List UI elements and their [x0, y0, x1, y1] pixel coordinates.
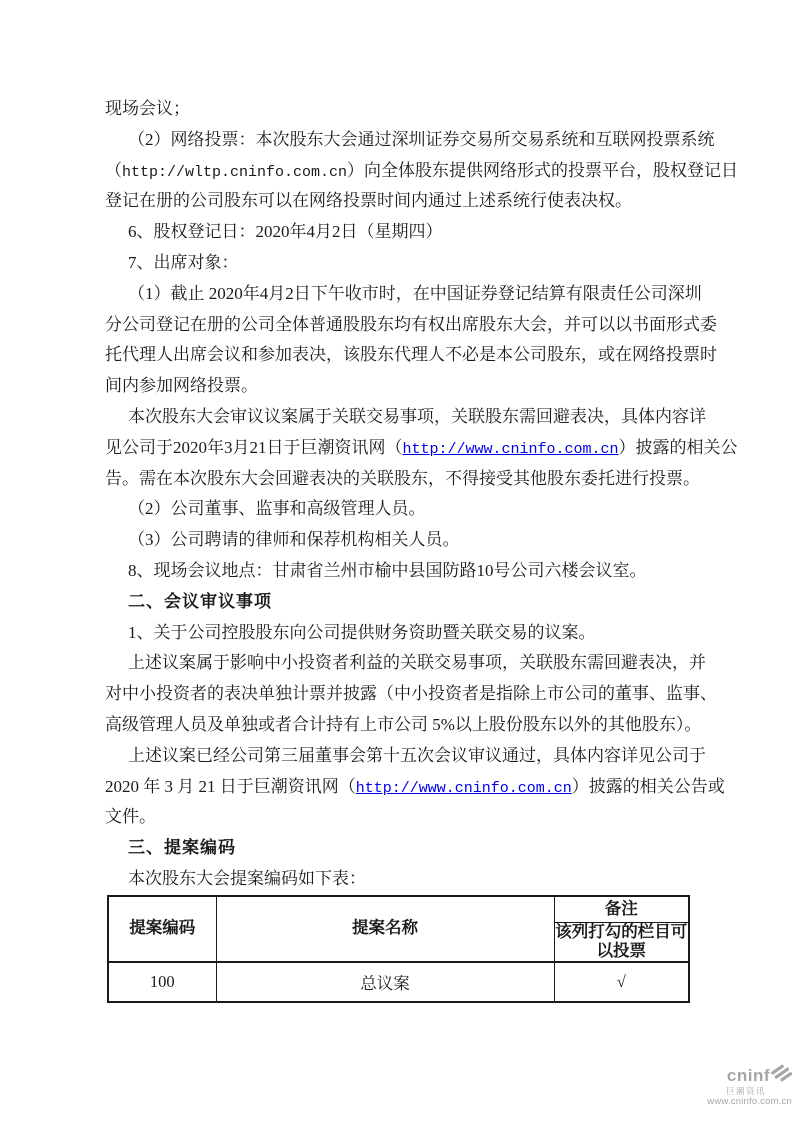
- cninfo-brand-text: cninf: [726, 1066, 770, 1085]
- line-text: 托代理人出席会议和参加表决，该股东代理人不必是本公司股东，或在网络投票时: [105, 345, 717, 365]
- cninfo-site-url: www.cninfo.com.cn: [707, 1096, 792, 1107]
- document-line: [105, 494, 711, 525]
- document-line: [105, 618, 711, 649]
- line-text: 高级管理人员及单独或者合计持有上市公司 5%以上股份股东以外的其他股东）。: [105, 714, 702, 734]
- document-line: [105, 464, 711, 495]
- line-text: 分公司登记在册的公司全体普通股股东均有权出席股东大会，并可以以书面形式委: [105, 314, 717, 334]
- section-heading: [105, 833, 711, 864]
- line-text: 对中小投资者的表决单独计票并披露（中小投资者是指除上市公司的董事、监事、: [105, 684, 717, 704]
- cninfo-brand-chinese: 巨潮资讯: [725, 1086, 766, 1096]
- document-line: [105, 741, 711, 772]
- line-text: 二、会议审议事项: [128, 591, 272, 611]
- table-header-proposal-code: 提案编码: [108, 896, 216, 962]
- document-line: [105, 433, 738, 464]
- line-text: （3）公司聘请的律师和保荐机构相关人员。: [128, 530, 460, 550]
- line-text: 2020 年 3 月 21 日于巨潮资讯网（: [105, 776, 356, 796]
- line-text: ）披露的相关公: [618, 437, 738, 457]
- line-text: （1）截止 2020年4月2日下午收市时，在中国证券登记结算有限责任公司深圳: [128, 283, 702, 303]
- document-line: [105, 310, 717, 341]
- document-line: [105, 279, 711, 310]
- line-text: 三、提案编码: [128, 838, 236, 858]
- document-line: [105, 710, 711, 741]
- line-text: 登记在册的公司股东可以在网络投票时间内通过上述系统行使表决权。: [105, 191, 632, 211]
- url-text: http://wltp.cninfo.com.cn: [122, 163, 348, 181]
- document-line: [105, 156, 739, 187]
- table-header-note: 备注: [554, 896, 689, 922]
- document-line: [105, 248, 711, 279]
- line-text: 8、现场会议地点：甘肃省兰州市榆中县国防路10号公司六楼会议室。: [128, 560, 647, 580]
- line-text: （2）网络投票：本次股东大会通过深圳证券交易所交易系统和互联网投票系统: [128, 129, 715, 149]
- document-line: [105, 864, 711, 895]
- line-text: （: [105, 160, 122, 180]
- table-cell-proposal-code: 100: [108, 962, 216, 1002]
- line-text: （2）公司董事、监事和高级管理人员。: [128, 499, 426, 519]
- table-header-proposal-name: 提案名称: [216, 896, 554, 962]
- line-text: 见公司于2020年3月21日于巨潮资讯网（: [105, 437, 403, 457]
- document-line: [105, 186, 711, 217]
- line-text: 间内参加网络投票。: [105, 376, 258, 396]
- line-text: ）披露的相关公告或: [571, 776, 725, 796]
- line-text: 文件。: [105, 807, 156, 827]
- table-row: [108, 962, 689, 1002]
- document-line: [105, 802, 711, 833]
- cninfo-link[interactable]: http://www.cninfo.com.cn: [355, 779, 572, 797]
- document-line: [105, 525, 711, 556]
- document-line: [105, 556, 711, 587]
- line-text: 上述议案已经公司第三届董事会第十五次会议审议通过，具体内容详见公司于: [128, 745, 706, 765]
- cninfo-brand-row: [700, 1066, 792, 1086]
- line-text: ）向全体股东提供网络形式的投票平台，股权登记日: [347, 160, 739, 180]
- document-line: [105, 402, 711, 433]
- document-line: [105, 340, 717, 371]
- document-line: [105, 217, 711, 248]
- document-line: [105, 371, 711, 402]
- table-cell-proposal-name: 总议案: [216, 962, 554, 1002]
- line-text: 7、出席对象：: [128, 252, 239, 272]
- document-line: [105, 679, 717, 710]
- table-cell-vote-check: √: [554, 962, 689, 1002]
- table-header-note-sub: 该列打勾的栏目可以投票: [555, 922, 688, 960]
- document-body: [105, 94, 739, 895]
- document-line: [105, 94, 711, 125]
- line-text: 6、股权登记日：2020年4月2日（星期四）: [128, 222, 443, 242]
- line-text: 上述议案属于影响中小投资者利益的关联交易事项，关联股东需回避表决，并: [128, 653, 706, 673]
- section-heading: [105, 587, 711, 618]
- line-text: 本次股东大会提案编码如下表：: [128, 868, 366, 888]
- cninfo-logo: [700, 1066, 792, 1108]
- line-text: 现场会议；: [105, 99, 190, 118]
- document-line: [105, 125, 715, 156]
- line-text: 1、关于公司控股股东向公司提供财务资助暨关联交易的议案。: [128, 622, 596, 642]
- document-line: [105, 772, 725, 803]
- document-line: [105, 648, 711, 679]
- cninfo-link[interactable]: http://www.cninfo.com.cn: [402, 440, 619, 458]
- cninfo-swirl-icon: [771, 1063, 792, 1089]
- line-text: 本次股东大会审议议案属于关联交易事项，关联股东需回避表决，具体内容详: [128, 406, 706, 426]
- line-text: 告。需在本次股东大会回避表决的关联股东，不得接受其他股东委托进行投票。: [105, 468, 700, 488]
- proposal-code-table: [107, 895, 690, 1003]
